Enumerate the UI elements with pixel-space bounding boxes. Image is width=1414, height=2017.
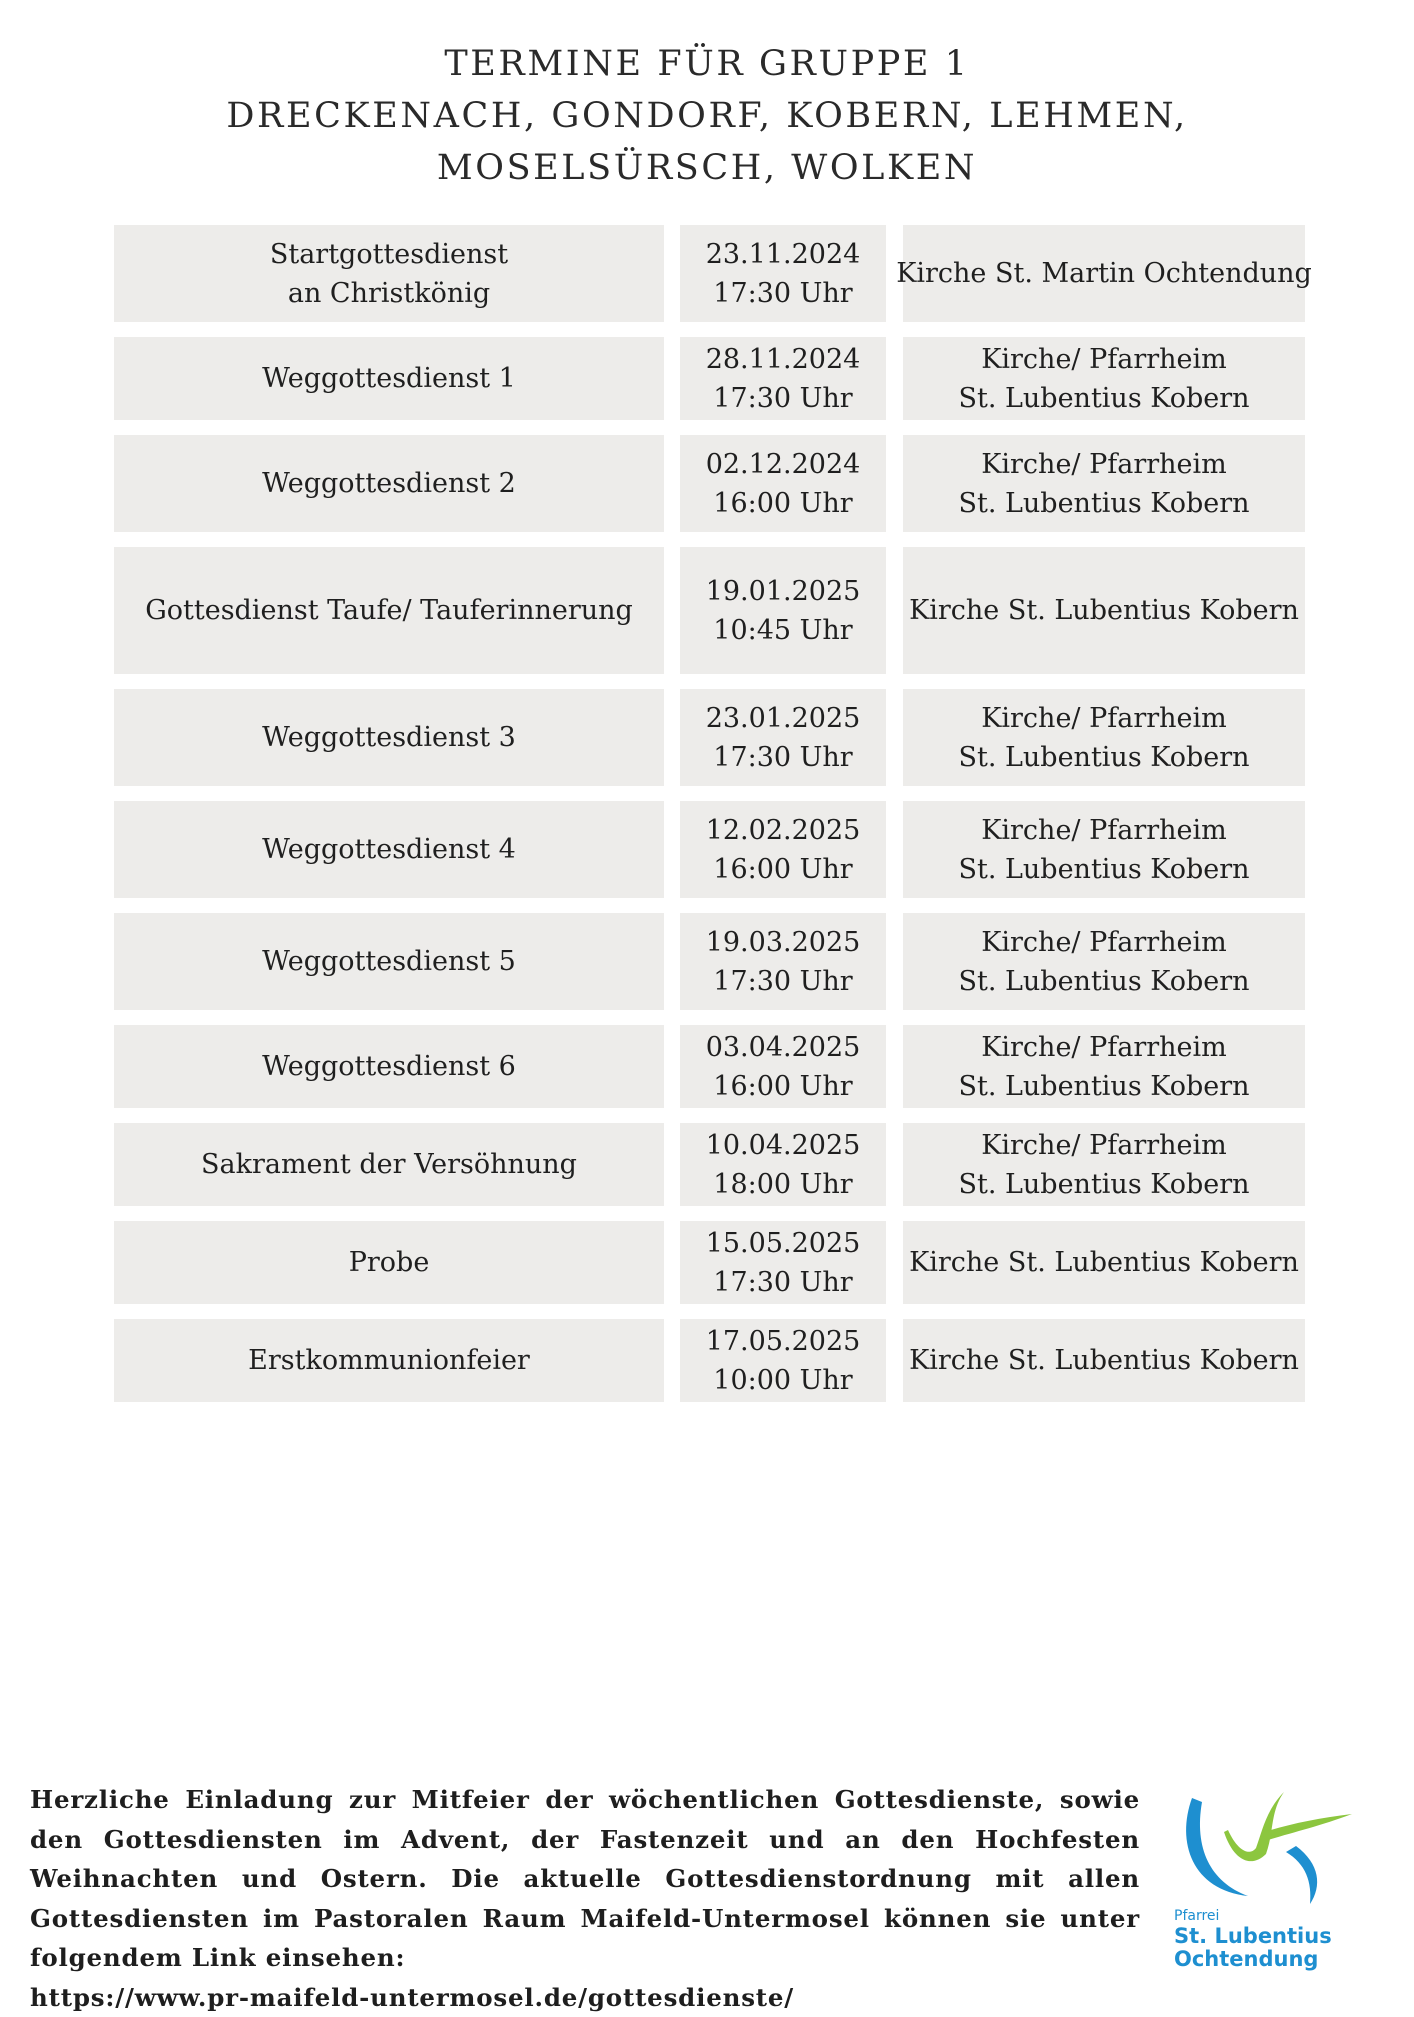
event-place: St. Lubentius Kobern	[958, 1067, 1249, 1106]
event-time: 18:00 Uhr	[713, 1165, 852, 1204]
schedule-row	[114, 1319, 1305, 1402]
schedule-row	[114, 1025, 1305, 1108]
date-cell	[680, 337, 886, 420]
event-place: Kirche/ Pfarrheim	[981, 1126, 1227, 1165]
event-time: 17:30 Uhr	[713, 738, 852, 777]
schedule-row	[114, 1123, 1305, 1206]
event-place: St. Lubentius Kobern	[958, 1165, 1249, 1204]
event-place: Kirche/ Pfarrheim	[981, 699, 1227, 738]
event-name: Gottesdienst Taufe/ Tauferinnerung	[145, 591, 633, 630]
date-cell	[680, 1221, 886, 1304]
event-place: Kirche/ Pfarrheim	[981, 923, 1227, 962]
event-name: an Christkönig	[288, 274, 490, 313]
place-cell	[903, 337, 1305, 420]
event-date: 23.01.2025	[706, 699, 861, 738]
date-cell	[680, 225, 886, 322]
date-cell	[680, 689, 886, 786]
date-cell	[680, 801, 886, 898]
event-cell	[114, 435, 664, 532]
footer-invitation	[30, 1780, 1140, 2017]
event-time: 17:30 Uhr	[713, 379, 852, 418]
title-line-1: TERMINE FÜR GRUPPE 1	[0, 38, 1414, 90]
schedule-row	[114, 1221, 1305, 1304]
event-time: 10:00 Uhr	[713, 1361, 852, 1400]
event-place: St. Lubentius Kobern	[958, 379, 1249, 418]
place-cell	[903, 913, 1305, 1010]
place-cell	[903, 1221, 1305, 1304]
event-date: 02.12.2024	[706, 445, 861, 484]
schedule-row	[114, 547, 1305, 674]
event-date: 15.05.2025	[706, 1224, 861, 1263]
place-cell	[903, 435, 1305, 532]
place-cell	[903, 1319, 1305, 1402]
schedule-table	[114, 225, 1305, 1417]
date-cell	[680, 547, 886, 674]
title-line-3: MOSELSÜRSCH, WOLKEN	[0, 142, 1414, 194]
logo-text-st-lubentius: St. Lubentius	[1174, 1925, 1332, 1948]
event-date: 12.02.2025	[706, 811, 861, 850]
event-place: Kirche/ Pfarrheim	[981, 445, 1227, 484]
place-cell	[903, 547, 1305, 674]
date-cell	[680, 913, 886, 1010]
logo-green-swoosh	[1224, 1792, 1284, 1861]
event-time: 10:45 Uhr	[713, 611, 852, 650]
event-place: St. Lubentius Kobern	[958, 850, 1249, 889]
page-title	[0, 38, 1414, 194]
event-name: Weggottesdienst 3	[262, 718, 516, 757]
schedule-row	[114, 225, 1305, 322]
event-date: 10.04.2025	[706, 1126, 861, 1165]
event-cell	[114, 1025, 664, 1108]
event-date: 19.03.2025	[706, 923, 861, 962]
event-name: Weggottesdienst 4	[262, 830, 516, 869]
schedule-row	[114, 689, 1305, 786]
event-name: Probe	[349, 1243, 430, 1282]
event-name: Erstkommunionfeier	[248, 1341, 530, 1380]
event-place: St. Lubentius Kobern	[958, 738, 1249, 777]
event-time: 17:30 Uhr	[713, 962, 852, 1001]
event-cell	[114, 1123, 664, 1206]
event-cell	[114, 689, 664, 786]
schedule-row	[114, 435, 1305, 532]
logo-text-ochtendung: Ochtendung	[1174, 1948, 1332, 1971]
place-cell	[903, 1123, 1305, 1206]
event-place: St. Lubentius Kobern	[958, 484, 1249, 523]
event-date: 19.01.2025	[706, 572, 861, 611]
event-place: Kirche St. Lubentius Kobern	[909, 591, 1299, 630]
date-cell	[680, 1025, 886, 1108]
logo-blue-swoosh-right	[1286, 1846, 1317, 1904]
event-date: 28.11.2024	[706, 340, 861, 379]
event-date: 17.05.2025	[706, 1322, 861, 1361]
date-cell	[680, 435, 886, 532]
date-cell	[680, 1123, 886, 1206]
event-place: Kirche/ Pfarrheim	[981, 340, 1227, 379]
event-name: Weggottesdienst 2	[262, 464, 516, 503]
event-place: Kirche St. Lubentius Kobern	[909, 1341, 1299, 1380]
event-place: Kirche/ Pfarrheim	[981, 1028, 1227, 1067]
event-cell	[114, 225, 664, 322]
event-place: Kirche St. Lubentius Kobern	[909, 1243, 1299, 1282]
logo-text-pfarrei: Pfarrei	[1174, 1907, 1332, 1925]
event-name: Weggottesdienst 6	[262, 1047, 516, 1086]
footer-paragraph: Herzliche Einladung zur Mitfeier der wöchentlichen Gottesdienste, sowie den Gottesdiensten im Advent, der Fastenzeit und an den Hochfesten Weihnachten und Ostern. Die aktuelle Gottesdienstordnung mit allen Gottesdiensten im Pastoralen Raum Maifeld-Untermosel können sie unter folgendem Link einsehen:	[30, 1780, 1140, 1978]
event-cell	[114, 801, 664, 898]
event-place: Kirche/ Pfarrheim	[981, 811, 1227, 850]
event-place: Kirche St. Martin Ochtendung	[896, 254, 1312, 293]
event-name: Weggottesdienst 1	[262, 359, 516, 398]
event-name: Sakrament der Versöhnung	[201, 1145, 577, 1184]
event-date: 23.11.2024	[706, 235, 861, 274]
event-cell	[114, 1221, 664, 1304]
logo-green-crossbar	[1264, 1814, 1352, 1840]
parish-logo-text	[1174, 1907, 1332, 1971]
event-time: 16:00 Uhr	[713, 484, 852, 523]
date-cell	[680, 1319, 886, 1402]
event-name: Startgottesdienst	[270, 235, 508, 274]
footer-link[interactable]: https://www.pr-maifeld-untermosel.de/gottesdienste/	[30, 1978, 1140, 2017]
place-cell	[903, 225, 1305, 322]
event-cell	[114, 913, 664, 1010]
event-date: 03.04.2025	[706, 1028, 861, 1067]
event-time: 17:30 Uhr	[713, 1263, 852, 1302]
event-cell	[114, 337, 664, 420]
schedule-row	[114, 337, 1305, 420]
schedule-row	[114, 913, 1305, 1010]
schedule-row	[114, 801, 1305, 898]
place-cell	[903, 1025, 1305, 1108]
event-name: Weggottesdienst 5	[262, 942, 516, 981]
place-cell	[903, 801, 1305, 898]
event-time: 16:00 Uhr	[713, 850, 852, 889]
event-time: 17:30 Uhr	[713, 274, 852, 313]
event-place: St. Lubentius Kobern	[958, 962, 1249, 1001]
event-cell	[114, 547, 664, 674]
title-line-2: DRECKENACH, GONDORF, KOBERN, LEHMEN,	[0, 90, 1414, 142]
event-cell	[114, 1319, 664, 1402]
place-cell	[903, 689, 1305, 786]
event-time: 16:00 Uhr	[713, 1067, 852, 1106]
